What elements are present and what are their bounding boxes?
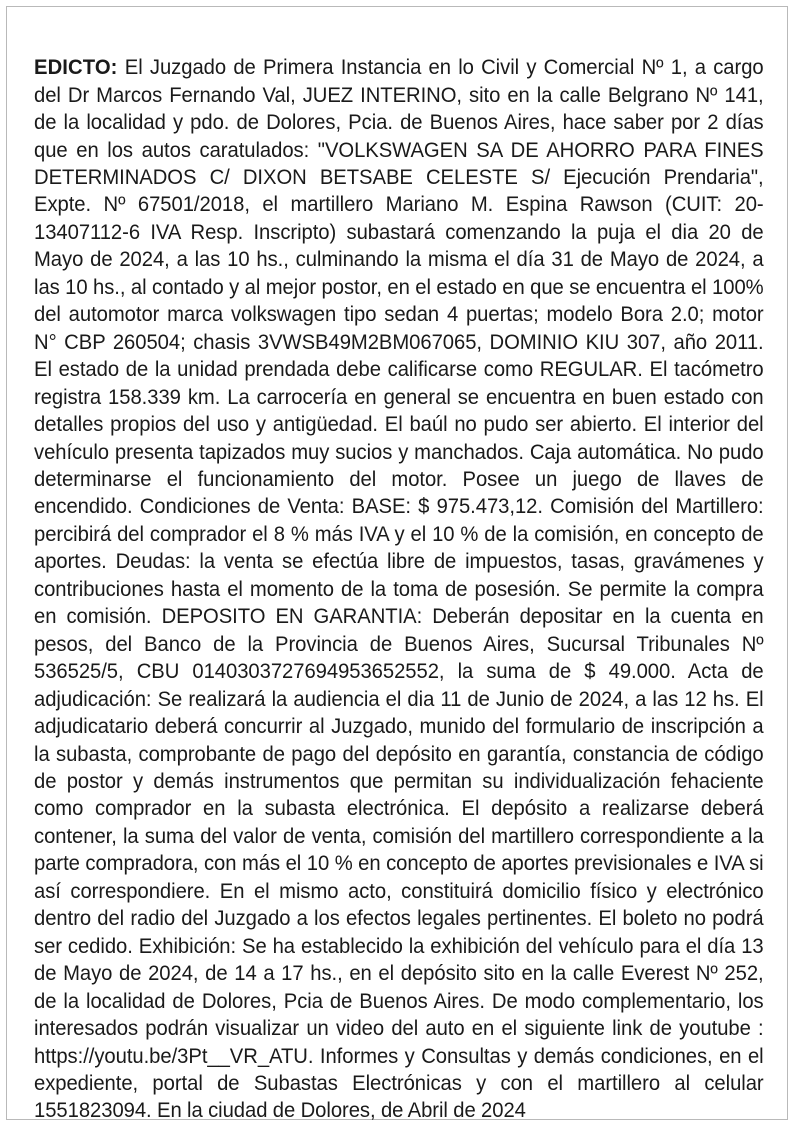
edict-lead-label: EDICTO: [34, 56, 118, 80]
edict-body-paragraph [34, 54, 764, 1125]
edict-body-text: El Juzgado de Primera Instancia en lo Civil y Comercial Nº 1, a cargo del Dr Marcos Fernando Val, JUEZ INTERINO, sito en la calle Belgrano Nº 141, de la localidad y pdo. de Dolores, Pcia. de Buenos Aires, hace saber por 2 días que en los autos caratulados: "VOLKSWAGEN SA DE AHORRO PARA FINES DETERMINADOS C/ DIXON BETSABE CELESTE S/ Ejecución Prendaria", Expte. Nº 67501/2018, el martillero Mariano M. Espina Rawson (CUIT: 20-13407112-6 IVA Resp. Inscripto) subastará comenzando la puja el dia 20 de Mayo de 2024, a las 10 hs., culminando la misma el día 31 de Mayo de 2024, a las 10 hs., al contado y al mejor postor, en el estado en que se encuentra el 100% del automotor marca volkswagen tipo sedan 4 puertas; modelo Bora 2.0; motor N° CBP 260504; chasis 3VWSB49M2BM067065, DOMINIO KIU 307, año 2011. El estado de la unidad prendada debe calificarse como REGULAR. El tacómetro registra 158.339 km. La carrocería en general se encuentra en buen estado con detalles propios del uso y antigüedad. El baúl no pudo ser abierto. El interior del vehículo presenta tapizados muy sucios y manchados. Caja automática. No pudo determinarse el funcionamiento del motor. Posee un juego de llaves de encendido. Condiciones de Venta: BASE: $ 975.473,12. Comisión del Martillero: percibirá del comprador el 8 % más IVA y el 10 % de la comisión, en concepto de aportes. Deudas: la venta se efectúa libre de impuestos, tasas, gravámenes y contribuciones hasta el momento de la toma de posesión. Se permite la compra en comisión. DEPOSITO EN GARANTIA: Deberán depositar en la cuenta en pesos, del Banco de la Provincia de Buenos Aires, Sucursal Tribunales Nº 536525/5, CBU 0140303727694953652552, la suma de $ 49.000. Acta de adjudicación: Se realizará la audiencia el dia 11 de Junio de 2024, a las 12 hs. El adjudicatario deberá concurrir al Juzgado, munido del formulario de inscripción a la subasta, comprobante de pago del depósito en garantía, constancia de código de postor y demás instrumentos que permitan su individualización fehaciente como comprador en la subasta electrónica. El depósito a realizarse deberá contener, la suma del valor de venta, comisión del martillero correspondiente a la parte compradora, con más el 10 % en concepto de aportes previsionales e IVA si así correspondiere. En el mismo acto, constituirá domicilio físico y electrónico dentro del radio del Juzgado a los efectos legales pertinentes. El boleto no podrá ser cedido. Exhibición: Se ha establecido la exhibición del vehículo para el día 13 de Mayo de 2024, de 14 a 17 hs., en el depósito sito en la calle Everest Nº 252, de la localidad de Dolores, Pcia de Buenos Aires. De modo complementario, los interesados podrán visualizar un video del auto en el siguiente link de youtube : https://youtu.be/3Pt__VR_ATU. Informes y Consultas y demás condiciones, en el expediente, portal de Subastas Electrónicas y con el martillero al celular 1551823094. En la ciudad de Dolores, de Abril de 2024 [34, 56, 764, 1123]
edict-document-frame [6, 6, 788, 1123]
